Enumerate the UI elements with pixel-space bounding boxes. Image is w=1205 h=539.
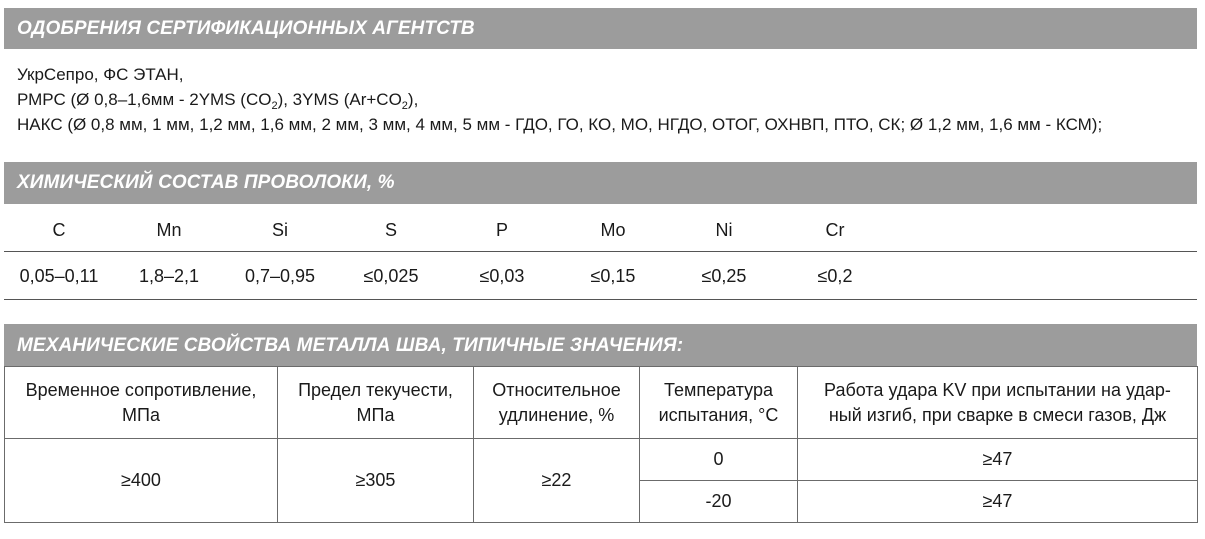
header-elongation: Относительное удлинение, %: [474, 367, 640, 439]
element-value: ≤0,15: [590, 266, 636, 286]
approvals-line-2-part-c: ),: [407, 90, 419, 109]
subscript-2: 2: [271, 100, 278, 112]
element-header: Mo: [600, 220, 626, 240]
element-value: 0,7–0,95: [244, 266, 316, 286]
mechanical-properties-table: [4, 366, 1198, 523]
impact-energy-value: ≥47: [798, 481, 1198, 523]
yield-strength-value: ≥305: [278, 439, 474, 523]
approvals-line-2-part-b: ), 3YMS (Ar+CO: [277, 90, 402, 109]
element-value: ≤0,03: [479, 266, 525, 286]
element-header: S: [384, 220, 397, 240]
test-temperature-value: 0: [640, 439, 798, 481]
chemistry-divider: [4, 299, 1197, 300]
chemistry-value-row: [4, 254, 1197, 298]
approvals-line-2: [17, 87, 1102, 112]
approvals-section-title: ОДОБРЕНИЯ СЕРТИФИКАЦИОННЫХ АГЕНТСТВ: [4, 8, 1197, 49]
element-header: Cr: [825, 220, 845, 240]
header-yield-strength: Предел текучести, МПа: [278, 367, 474, 439]
approvals-line-2-part-a: РМРС (Ø 0,8–1,6мм - 2YMS (CO: [17, 90, 272, 109]
header-tensile-strength: Временное сопротивление, МПа: [5, 367, 278, 439]
approvals-text: [17, 62, 1102, 137]
impact-energy-value: ≥47: [798, 439, 1198, 481]
test-temperature-value: -20: [640, 481, 798, 523]
element-value: 0,05–0,11: [19, 266, 99, 286]
approvals-line-1: УкрСепро, ФС ЭТАН,: [17, 65, 184, 84]
chemistry-section-title: ХИМИЧЕСКИЙ СОСТАВ ПРОВОЛОКИ, %: [4, 162, 1197, 204]
header-impact-energy: Работа удара KV при испытании на удар- ный изгиб, при сварке в смеси газов, Дж: [798, 367, 1198, 439]
element-header: C: [52, 220, 66, 240]
subscript-2: 2: [401, 100, 408, 112]
mechanical-section-title: МЕХАНИЧЕСКИЕ СВОЙСТВА МЕТАЛЛА ШВА, ТИПИЧНЫЕ ЗНАЧЕНИЯ:: [4, 324, 1197, 366]
element-value: 1,8–2,1: [138, 266, 200, 286]
table-row: [5, 439, 1198, 481]
element-value: ≤0,2: [817, 266, 853, 286]
element-value: ≤0,025: [363, 266, 419, 286]
tensile-strength-value: ≥400: [5, 439, 278, 523]
chemistry-element-row: [4, 210, 1197, 250]
table-header-row: [5, 367, 1198, 439]
element-header: P: [495, 220, 508, 240]
element-header: Si: [271, 220, 288, 240]
element-header: Ni: [715, 220, 733, 240]
element-value: ≤0,25: [701, 266, 747, 286]
header-test-temperature: Температура испытания, °С: [640, 367, 798, 439]
chemistry-divider: [4, 251, 1197, 252]
elongation-value: ≥22: [474, 439, 640, 523]
element-header: Mn: [156, 220, 182, 240]
approvals-line-3: НАКС (Ø 0,8 мм, 1 мм, 1,2 мм, 1,6 мм, 2 мм, 3 мм, 4 мм, 5 мм - ГДО, ГО, КО, МО, НГДО, ОТОГ, ОХНВП, ПТО, СК; Ø 1,2 мм, 1,6 мм - КСМ);: [17, 115, 1103, 134]
